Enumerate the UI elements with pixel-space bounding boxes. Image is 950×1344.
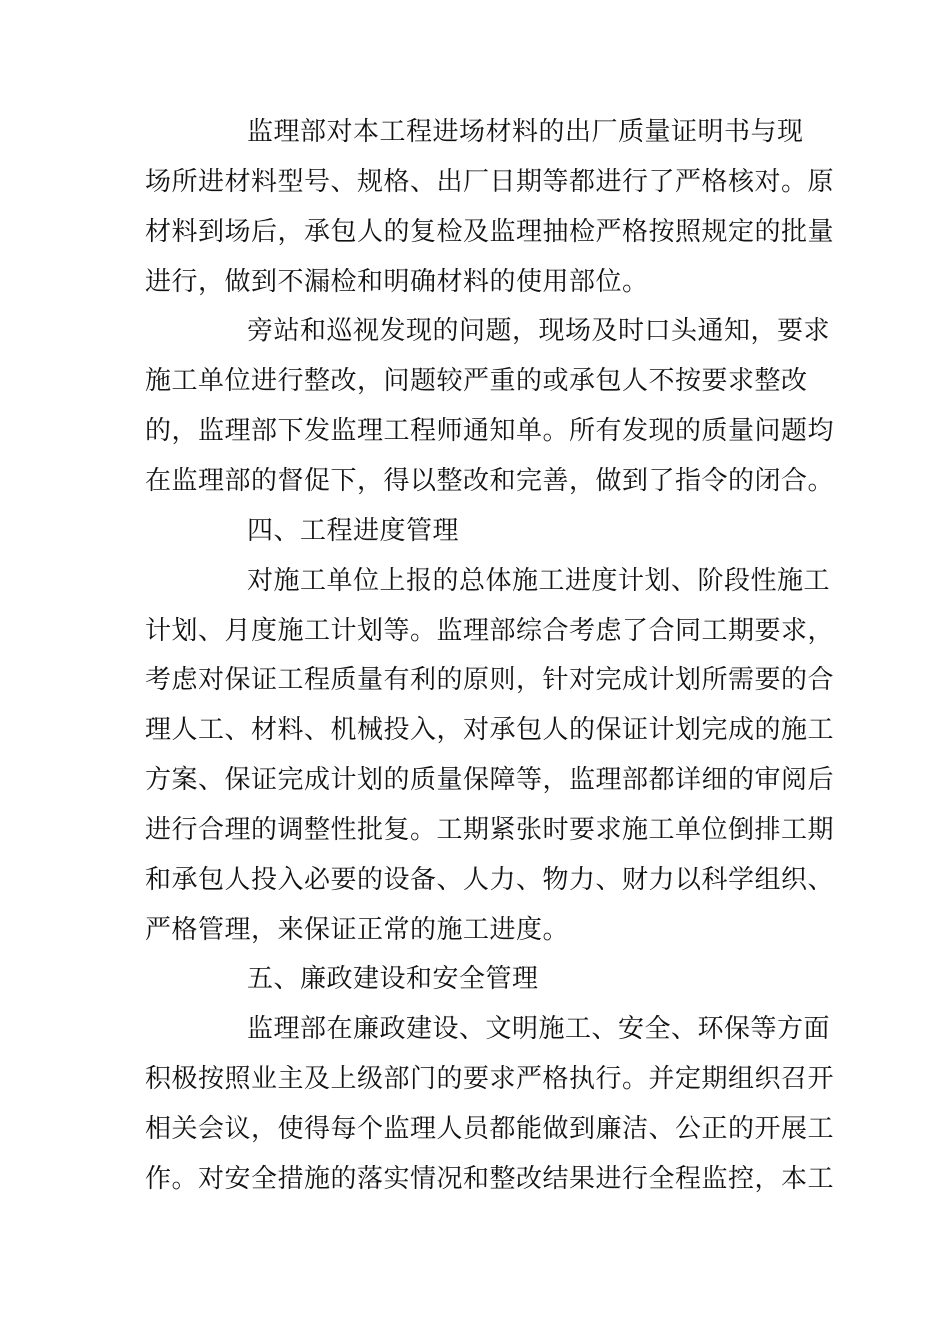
paragraph-1-line-2: 场所进材料型号、规格、出厂日期等都进行了严格核对。原 [145,167,835,197]
paragraph-4-line-1: 监理部在廉政建设、文明施工、安全、环保等方面 [247,1014,831,1044]
paragraph-1-line-3: 材料到场后，承包人的复检及监理抽检严格按照规定的批量 [145,217,835,247]
paragraph-3-line-1: 对施工单位上报的总体施工进度计划、阶段性施工 [247,566,831,596]
paragraph-1-line-4: 进行，做到不漏检和明确材料的使用部位。 [145,267,649,297]
paragraph-2-line-3: 的，监理部下发监理工程师通知单。所有发现的质量问题均 [145,416,835,446]
section-heading-integrity-safety: 五、廉政建设和安全管理 [247,964,539,994]
paragraph-2-line-4: 在监理部的督促下，得以整改和完善，做到了指令的闭合。 [145,466,835,496]
paragraph-4-line-3: 相关会议，使得每个监理人员都能做到廉洁、公正的开展工 [145,1114,835,1144]
paragraph-3-line-2: 计划、月度施工计划等。监理部综合考虑了合同工期要求， [145,616,835,646]
paragraph-3-line-7: 和承包人投入必要的设备、人力、物力、财力以科学组织、 [145,865,835,895]
paragraph-3-line-8: 严格管理，来保证正常的施工进度。 [145,915,570,945]
section-heading-progress: 四、工程进度管理 [247,516,460,546]
paragraph-2-line-1: 旁站和巡视发现的问题，现场及时口头通知，要求 [247,316,831,346]
paragraph-3-line-5: 方案、保证完成计划的质量保障等，监理部都详细的审阅后 [145,765,835,795]
paragraph-3-line-4: 理人工、材料、机械投入，对承包人的保证计划完成的施工 [145,715,835,745]
paragraph-4-line-2: 积极按照业主及上级部门的要求严格执行。并定期组织召开 [145,1064,835,1094]
paragraph-4-line-4: 作。对安全措施的落实情况和整改结果进行全程监控，本工 [145,1164,835,1194]
paragraph-2-line-2: 施工单位进行整改，问题较严重的或承包人不按要求整改 [145,366,808,396]
paragraph-3-line-3: 考虑对保证工程质量有利的原则，针对完成计划所需要的合 [145,665,835,695]
paragraph-1-line-1: 监理部对本工程进场材料的出厂质量证明书与现 [247,117,804,147]
paragraph-3-line-6: 进行合理的调整性批复。工期紧张时要求施工单位倒排工期 [145,815,835,845]
